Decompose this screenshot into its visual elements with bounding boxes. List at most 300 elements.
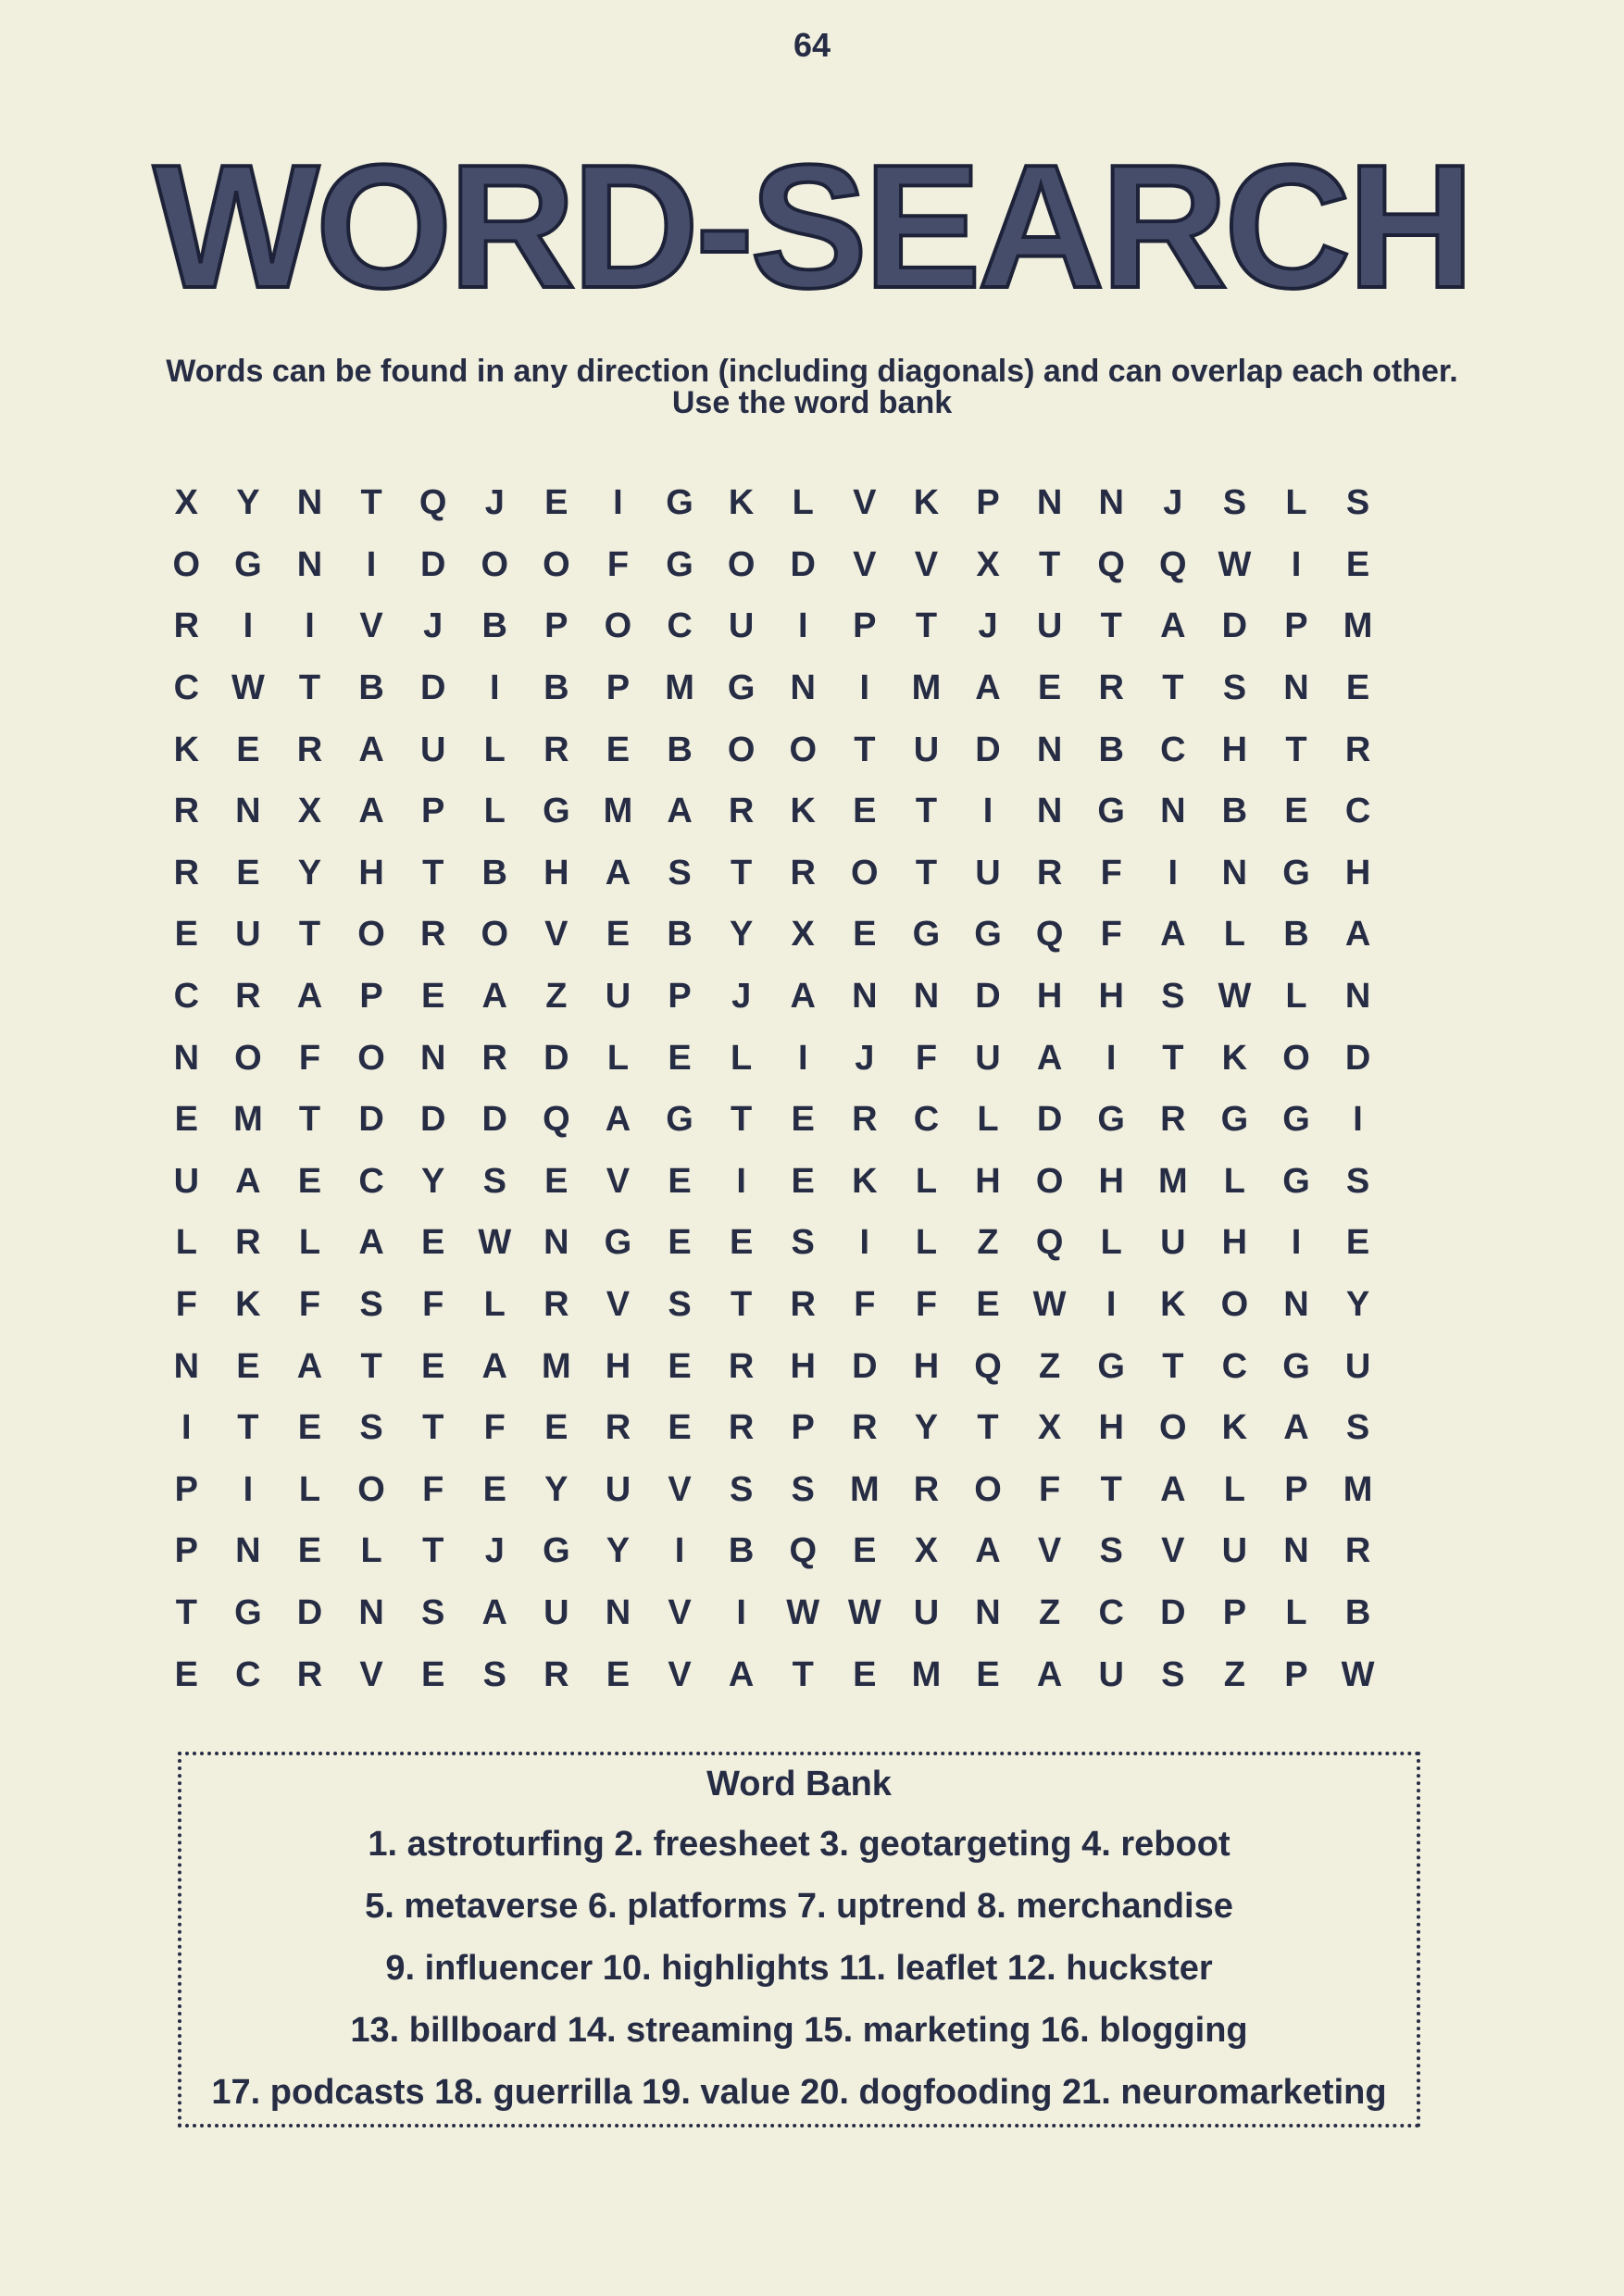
grid-letter: R [1344, 1531, 1371, 1571]
grid-letter: S [791, 1469, 815, 1509]
grid-letter: Z [545, 977, 568, 1017]
grid-letter: C [1344, 792, 1371, 831]
grid-letter: L [1223, 1469, 1245, 1509]
page-title: WORD-SEARCH [153, 129, 1471, 325]
grid-letter: F [915, 1285, 938, 1325]
word-bank-line: 5. metaverse 6. platforms 7. uptrend 8. merchandise [365, 1887, 1233, 1926]
grid-letter: D [975, 977, 1001, 1017]
grid-letter: H [1221, 1223, 1248, 1263]
grid-letter: F [175, 1285, 197, 1325]
grid-letter: M [911, 1654, 942, 1694]
grid-letter: R [1036, 853, 1063, 892]
grid-letter: N [173, 1038, 200, 1078]
grid-letter: Y [297, 853, 322, 892]
grid-letter: C [358, 1161, 384, 1201]
grid-letter: R [728, 1346, 755, 1386]
grid-letter: D [296, 1592, 323, 1632]
grid-letter: J [484, 483, 505, 523]
grid-letter: N [1221, 853, 1248, 892]
grid-letter: S [1099, 1531, 1123, 1571]
grid-letter: N [1036, 730, 1063, 769]
grid-letter: C [1160, 730, 1186, 769]
grid-letter: P [976, 483, 1000, 523]
grid-letter: Q [418, 483, 447, 523]
grid-letter: T [731, 1285, 753, 1325]
grid-letter: H [1036, 977, 1063, 1017]
grid-letter: W [847, 1592, 881, 1632]
grid-letter: U [1098, 1654, 1124, 1694]
grid-letter: O [727, 544, 756, 584]
grid-letter: S [1161, 1654, 1185, 1694]
grid-letter: E [174, 1100, 198, 1140]
grid-letter: E [668, 1408, 692, 1448]
grid-letter: L [1285, 1592, 1307, 1632]
grid-letter: J [978, 606, 998, 646]
grid-letter: S [729, 1469, 754, 1509]
grid-letter: Z [1223, 1654, 1245, 1694]
grid-letter: R [728, 792, 755, 831]
grid-letter: M [1343, 606, 1373, 646]
grid-letter: I [181, 1408, 192, 1448]
grid-letter: I [1353, 1100, 1363, 1140]
grid-letter: I [243, 1469, 254, 1509]
grid-letter: J [1163, 483, 1183, 523]
grid-letter: S [668, 853, 692, 892]
grid-letter: V [668, 1654, 692, 1694]
grid-letter: A [1160, 1469, 1186, 1509]
grid-letter: E [174, 1654, 198, 1694]
grid-letter: N [173, 1346, 200, 1386]
grid-letter: R [173, 853, 200, 892]
grid-letter: W [1218, 977, 1252, 1017]
grid-row [156, 842, 1452, 905]
grid-letter: E [606, 915, 631, 955]
grid-letter: L [360, 1531, 382, 1571]
grid-letter: L [1223, 1161, 1245, 1201]
grid-letter: Y [914, 1408, 939, 1448]
grid-letter: A [667, 792, 693, 831]
grid-letter: G [1282, 1346, 1310, 1386]
grid-letter: P [420, 792, 445, 831]
grid-letter: P [1284, 1469, 1308, 1509]
grid-letter: H [1344, 853, 1371, 892]
grid-letter: A [296, 977, 323, 1017]
grid-letter: A [296, 1346, 323, 1386]
grid-letter: A [1160, 915, 1186, 955]
grid-letter: L [792, 483, 814, 523]
grid-letter: D [419, 544, 446, 584]
grid-letter: C [1221, 1346, 1248, 1386]
grid-letter: Y [1345, 1285, 1370, 1325]
grid-letter: D [1344, 1038, 1371, 1078]
grid-letter: G [727, 668, 756, 708]
grid-letter: V [853, 544, 877, 584]
grid-letter: M [911, 668, 942, 708]
grid-letter: H [1098, 1161, 1124, 1201]
grid-letter: Y [544, 1469, 568, 1509]
grid-letter: R [605, 1408, 631, 1448]
grid-letter: X [1037, 1408, 1062, 1448]
grid-letter: E [297, 1161, 322, 1201]
grid-row [156, 1643, 1452, 1705]
grid-letter: F [915, 1038, 938, 1078]
grid-letter: I [674, 1531, 685, 1571]
grid-letter: B [1283, 915, 1309, 955]
grid-letter: E [853, 792, 877, 831]
grid-letter: E [1345, 668, 1370, 708]
grid-row [156, 1335, 1452, 1397]
grid-letter: T [915, 853, 938, 892]
grid-letter: G [666, 544, 693, 584]
grid-letter: U [1344, 1346, 1371, 1386]
grid-letter: N [419, 1038, 446, 1078]
grid-letter: A [481, 1346, 507, 1386]
grid-letter: R [296, 1654, 323, 1694]
grid-letter: T [731, 1100, 753, 1140]
grid-letter: T [792, 1654, 814, 1694]
grid-letter: N [1160, 792, 1186, 831]
grid-letter: A [1036, 1038, 1063, 1078]
grid-letter: D [419, 1100, 446, 1140]
grid-letter: F [854, 1285, 876, 1325]
word-bank-line: 9. influencer 10. highlights 11. leaflet 12. huckster [385, 1949, 1213, 1988]
grid-letter: E [544, 483, 568, 523]
grid-letter: E [668, 1038, 692, 1078]
grid-letter: T [915, 792, 938, 831]
grid-letter: D [481, 1100, 507, 1140]
grid-letter: U [235, 915, 261, 955]
grid-letter: H [790, 1346, 816, 1386]
grid-letter: O [357, 1038, 385, 1078]
grid-letter: O [974, 1469, 1002, 1509]
grid-letter: G [912, 915, 941, 955]
grid-letter: N [358, 1592, 384, 1632]
grid-letter: R [481, 1038, 507, 1078]
grid-letter: V [606, 1161, 631, 1201]
grid-letter: M [1157, 1161, 1188, 1201]
grid-letter: C [1098, 1592, 1124, 1632]
grid-letter: O [1282, 1038, 1310, 1078]
grid-letter: U [913, 1592, 940, 1632]
grid-row [156, 780, 1452, 842]
grid-letter: H [605, 1346, 631, 1386]
grid-letter: O [1159, 1408, 1187, 1448]
grid-letter: O [789, 730, 818, 769]
grid-letter: N [913, 977, 940, 1017]
grid-letter: P [1284, 1654, 1308, 1694]
grid-letter: Z [1039, 1592, 1061, 1632]
grid-letter: V [359, 1654, 383, 1694]
grid-letter: A [605, 853, 631, 892]
grid-letter: I [1106, 1038, 1117, 1078]
grid-letter: G [666, 1100, 693, 1140]
grid-letter: K [852, 1161, 878, 1201]
grid-row [156, 1520, 1452, 1582]
grid-letter: S [1345, 1161, 1370, 1201]
grid-letter: D [1036, 1100, 1063, 1140]
grid-letter: V [359, 606, 383, 646]
grid-letter: E [606, 730, 631, 769]
grid-letter: A [235, 1161, 261, 1201]
grid-letter: N [1036, 483, 1063, 523]
grid-letter: A [975, 1531, 1001, 1571]
grid-letter: O [1220, 1285, 1249, 1325]
grid-letter: D [358, 1100, 384, 1140]
grid-letter: Q [543, 1100, 570, 1140]
grid-letter: B [667, 915, 693, 955]
grid-letter: I [859, 1223, 870, 1263]
grid-row [156, 1582, 1452, 1644]
grid-letter: M [850, 1469, 880, 1509]
grid-letter: D [1221, 606, 1248, 646]
grid-letter: R [790, 1285, 816, 1325]
grid-row [156, 472, 1452, 534]
grid-letter: L [1285, 483, 1307, 523]
grid-letter: T [915, 606, 938, 646]
grid-letter: R [1344, 730, 1371, 769]
grid-letter: L [1223, 915, 1245, 955]
grid-letter: B [728, 1531, 755, 1571]
grid-letter: A [358, 730, 384, 769]
grid-letter: S [1345, 483, 1370, 523]
grid-letter: I [736, 1161, 746, 1201]
grid-letter: I [736, 1592, 746, 1632]
grid-letter: R [728, 1408, 755, 1448]
grid-letter: K [913, 483, 940, 523]
grid-letter: S [791, 1223, 815, 1263]
grid-letter: Q [974, 1346, 1002, 1386]
grid-letter: M [233, 1100, 263, 1140]
grid-letter: H [1098, 1408, 1124, 1448]
grid-letter: O [727, 730, 756, 769]
grid-row [156, 1027, 1452, 1089]
grid-letter: J [731, 977, 752, 1017]
grid-letter: G [543, 792, 570, 831]
grid-letter: P [1222, 1592, 1247, 1632]
grid-letter: K [235, 1285, 261, 1325]
grid-letter: A [605, 1100, 631, 1140]
grid-letter: R [1098, 668, 1124, 708]
grid-letter: Z [1039, 1346, 1061, 1386]
grid-letter: X [976, 544, 1000, 584]
grid-letter: L [731, 1038, 753, 1078]
grid-row [156, 966, 1452, 1028]
grid-letter: D [975, 730, 1001, 769]
grid-letter: F [1100, 853, 1122, 892]
grid-letter: V [668, 1469, 692, 1509]
grid-letter: I [1106, 1285, 1117, 1325]
grid-letter: Q [1035, 1223, 1064, 1263]
grid-row [156, 904, 1452, 966]
grid-letter: G [234, 1592, 262, 1632]
grid-letter: E [791, 1161, 815, 1201]
grid-letter: S [420, 1592, 445, 1632]
grid-letter: Z [977, 1223, 999, 1263]
grid-letter: G [1097, 792, 1125, 831]
grid-letter: B [1344, 1592, 1371, 1632]
grid-letter: W [1032, 1285, 1067, 1325]
grid-letter: E [482, 1469, 506, 1509]
grid-row [156, 534, 1452, 596]
word-bank [178, 1752, 1420, 2128]
grid-letter: T [298, 915, 321, 955]
grid-letter: C [913, 1100, 940, 1140]
grid-letter: G [1097, 1100, 1125, 1140]
grid-letter: K [1221, 1408, 1248, 1448]
grid-letter: E [853, 1531, 877, 1571]
grid-letter: L [977, 1100, 999, 1140]
grid-letter: I [305, 606, 315, 646]
grid-letter: E [976, 1654, 1000, 1694]
grid-letter: O [481, 915, 509, 955]
grid-letter: S [1161, 977, 1185, 1017]
grid-letter: R [852, 1408, 878, 1448]
grid-letter: Y [420, 1161, 445, 1201]
grid-letter: G [1097, 1346, 1125, 1386]
grid-letter: E [668, 1161, 692, 1201]
grid-letter: Y [236, 483, 260, 523]
grid-letter: U [728, 606, 755, 646]
grid-letter: W [1341, 1654, 1375, 1694]
grid-letter: Q [789, 1531, 818, 1571]
grid-letter: U [605, 1469, 631, 1509]
grid-letter: V [1037, 1531, 1062, 1571]
grid-letter: O [604, 606, 632, 646]
grid-letter: R [543, 1654, 569, 1694]
grid-letter: A [1160, 606, 1186, 646]
grid-letter: M [603, 792, 633, 831]
grid-letter: I [243, 606, 254, 646]
grid-letter: E [420, 977, 445, 1017]
word-bank-line: 1. astroturfing 2. freesheet 3. geotargeting 4. reboot [368, 1825, 1230, 1864]
grid-letter: T [1100, 1469, 1122, 1509]
grid-letter: I [797, 606, 808, 646]
grid-letter: I [489, 668, 500, 708]
grid-letter: U [975, 1038, 1001, 1078]
grid-letter: B [481, 606, 507, 646]
grid-letter: I [1168, 853, 1179, 892]
grid-letter: K [1221, 1038, 1248, 1078]
grid-letter: V [914, 544, 939, 584]
grid-letter: F [298, 1285, 321, 1325]
grid-letter: F [1039, 1469, 1061, 1509]
grid-letter: P [668, 977, 692, 1017]
grid-letter: R [543, 1285, 569, 1325]
grid-letter: L [1285, 977, 1307, 1017]
grid-letter: L [483, 1285, 506, 1325]
grid-row [156, 595, 1452, 657]
grid-letter: L [298, 1469, 321, 1509]
grid-letter: A [358, 1223, 384, 1263]
grid-letter: K [790, 792, 816, 831]
grid-letter: J [484, 1531, 505, 1571]
grid-letter: Q [1035, 915, 1064, 955]
grid-letter: E [544, 1408, 568, 1448]
grid-letter: U [173, 1161, 200, 1201]
grid-letter: R [543, 730, 569, 769]
grid-letter: A [1283, 1408, 1309, 1448]
grid-letter: T [360, 1346, 382, 1386]
grid-letter: E [297, 1408, 322, 1448]
grid-letter: T [422, 1408, 444, 1448]
grid-letter: M [1343, 1469, 1373, 1509]
grid-letter: E [236, 1346, 260, 1386]
grid-letter: N [296, 483, 323, 523]
grid-letter: K [173, 730, 200, 769]
grid-letter: N [1344, 977, 1371, 1017]
grid-letter: H [358, 853, 384, 892]
grid-letter: T [422, 853, 444, 892]
grid-letter: N [975, 1592, 1001, 1632]
grid-letter: A [1344, 915, 1371, 955]
grid-letter: I [1291, 544, 1302, 584]
grid-letter: R [235, 977, 261, 1017]
grid-letter: C [235, 1654, 261, 1694]
grid-letter: D [543, 1038, 569, 1078]
grid-letter: S [668, 1285, 692, 1325]
grid-letter: T [422, 1531, 444, 1571]
grid-letter: A [481, 1592, 507, 1632]
grid-letter: B [1098, 730, 1124, 769]
grid-letter: P [853, 606, 877, 646]
grid-letter: N [1036, 792, 1063, 831]
grid-letter: G [234, 544, 262, 584]
grid-letter: L [298, 1223, 321, 1263]
grid-letter: I [859, 668, 870, 708]
grid-letter: W [231, 668, 265, 708]
grid-letter: G [1282, 1161, 1310, 1201]
grid-letter: B [1221, 792, 1248, 831]
grid-letter: E [420, 1346, 445, 1386]
grid-letter: A [728, 1654, 755, 1694]
grid-letter: U [1036, 606, 1063, 646]
grid-letter: S [359, 1285, 383, 1325]
grid-letter: N [605, 1592, 631, 1632]
grid-letter: R [419, 915, 446, 955]
grid-letter: B [358, 668, 384, 708]
grid-letter: P [606, 668, 631, 708]
grid-letter: P [1284, 606, 1308, 646]
grid-letter: G [1282, 853, 1310, 892]
grid-letter: D [790, 544, 816, 584]
grid-letter: B [481, 853, 507, 892]
grid-letter: O [357, 915, 385, 955]
grid-letter: K [728, 483, 755, 523]
grid-letter: U [605, 977, 631, 1017]
grid-letter: G [974, 915, 1002, 955]
grid-letter: A [1036, 1654, 1063, 1694]
grid-letter: H [1098, 977, 1124, 1017]
grid-row [156, 657, 1452, 719]
grid-letter: N [235, 792, 261, 831]
grid-letter: T [1285, 730, 1307, 769]
grid-letter: T [1162, 668, 1184, 708]
grid-letter: T [1162, 1346, 1184, 1386]
grid-letter: R [1160, 1100, 1186, 1140]
grid-letter: E [297, 1531, 322, 1571]
grid-letter: F [1100, 915, 1122, 955]
grid-letter: T [854, 730, 876, 769]
grid-letter: Y [729, 915, 754, 955]
grid-letter: V [544, 915, 568, 955]
grid-row [156, 1459, 1452, 1521]
grid-letter: I [366, 544, 377, 584]
grid-letter: B [667, 730, 693, 769]
grid-letter: C [173, 668, 200, 708]
grid-letter: R [173, 606, 200, 646]
grid-letter: I [982, 792, 993, 831]
grid-letter: E [420, 1654, 445, 1694]
